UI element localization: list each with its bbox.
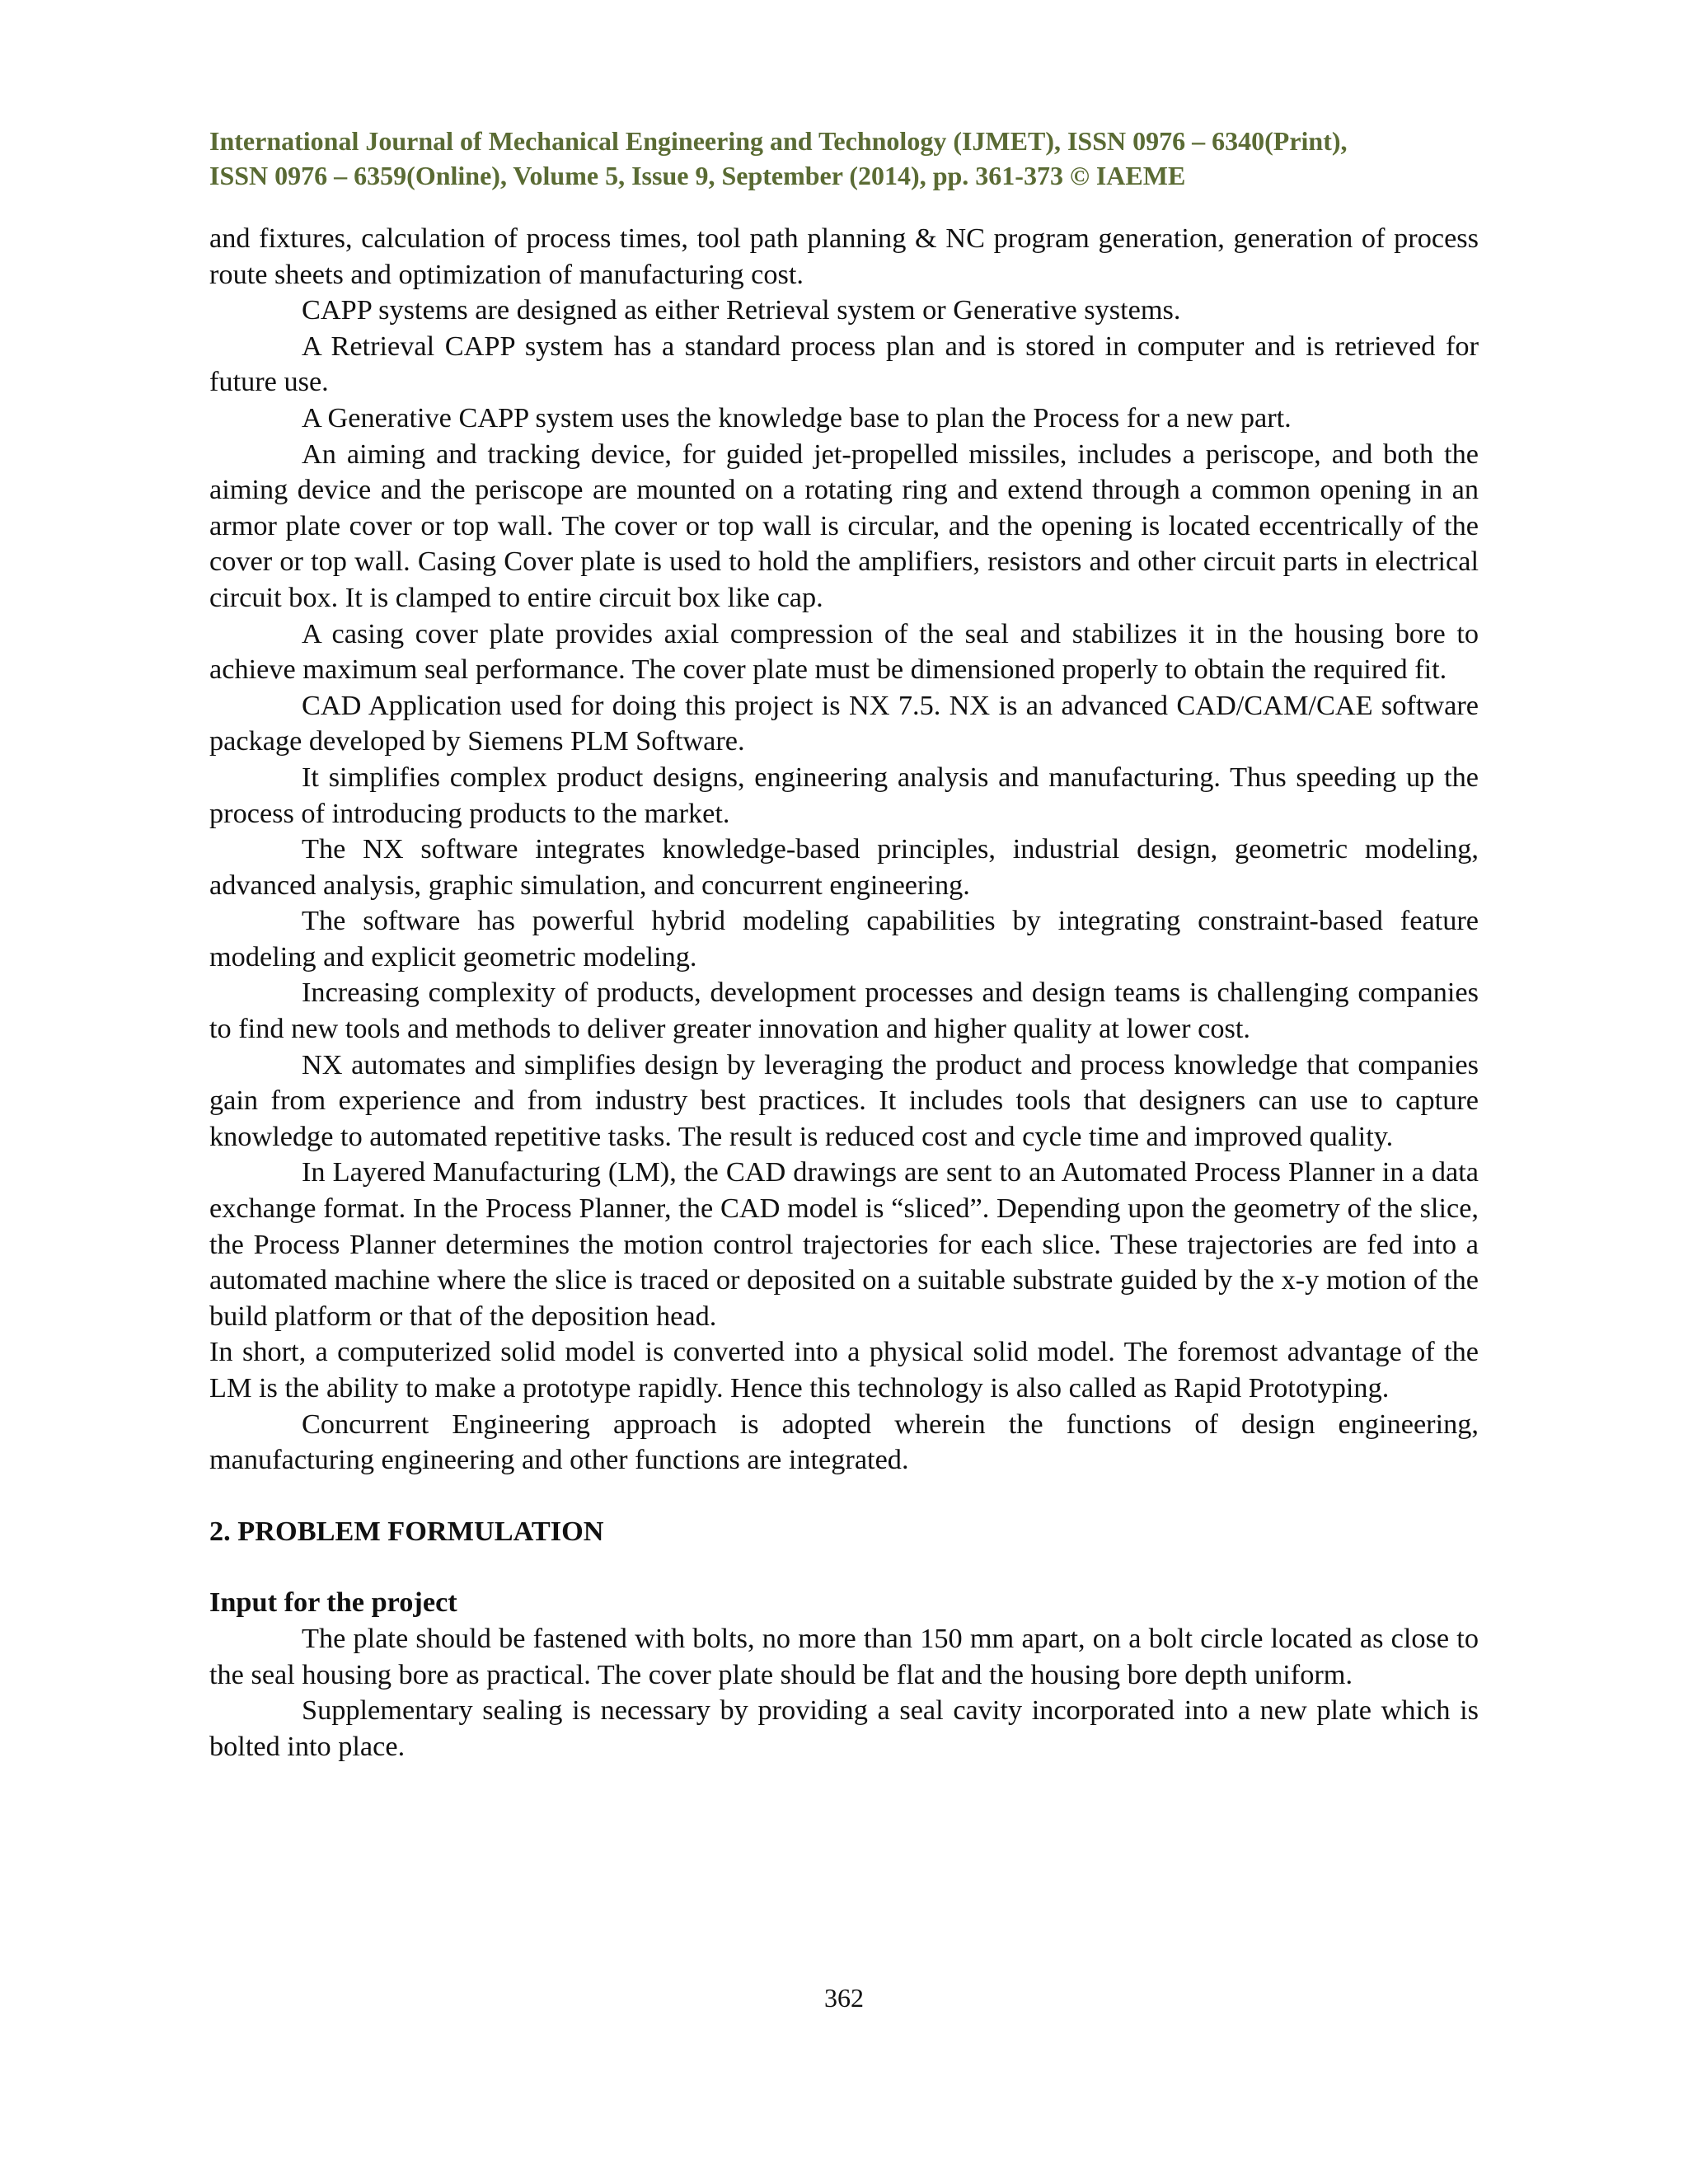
journal-header-line-2: ISSN 0976 – 6359(Online), Volume 5, Issue 9, September (2014), pp. 361-373 © IAEME (209, 161, 1186, 190)
subheading: Input for the project (209, 1586, 457, 1619)
journal-header-line-1: International Journal of Mechanical Engineering and Technology (IJMET), ISSN 0976 – 6340(Print), (209, 126, 1348, 156)
journal-header (209, 124, 1479, 193)
paragraph: The software has powerful hybrid modeling capabilities by integrating constraint-based feature modeling and explicit geometric modeling. (209, 905, 1479, 972)
paragraph: The NX software integrates knowledge-based principles, industrial design, geometric modeling, advanced analysis, graphic simulation, and concurrent engineering. (209, 833, 1479, 901)
paragraph: A Generative CAPP system uses the knowledge base to plan the Process for a new part. (302, 401, 1292, 434)
page-number: 362 (824, 1983, 864, 2013)
paragraph: Increasing complexity of products, development processes and design teams is challenging companies to find new tools and methods to deliver greater innovation and higher quality at lower cost. (209, 977, 1479, 1045)
article-body (209, 221, 1479, 1765)
paragraph: It simplifies complex product designs, engineering analysis and manufacturing. Thus speeding up the process of introducing products to the market. (209, 761, 1479, 829)
paragraph-continuation: and fixtures, calculation of process times, tool path planning & NC program generation, generation of process route sheets and optimization of manufacturing cost. (209, 223, 1479, 290)
paragraph: In Layered Manufacturing (LM), the CAD drawings are sent to an Automated Process Planner in a data exchange format. In the Process Planner, the CAD model is “sliced”. Depending upon the geometry of the slice, the Process Planner determines the motion control trajectories for each slice. These trajectories are fed into a automated machine where the slice is traced or deposited on a suitable substrate guided by the x-y motion of the build platform or that of the deposition head. (209, 1156, 1479, 1332)
paragraph: CAD Application used for doing this project is NX 7.5. NX is an advanced CAD/CAM/CAE software package developed by Siemens PLM Software. (209, 689, 1479, 757)
paragraph: An aiming and tracking device, for guided jet-propelled missiles, includes a periscope, and both the aiming device and the periscope are mounted on a rotating ring and extend through a common opening in an armor plate cover or top wall. The cover or top wall is circular, and the opening is located eccentrically of the cover or top wall. Casing Cover plate is used to hold the amplifiers, resistors and other circuit parts in electrical circuit box. It is clamped to entire circuit box like cap. (209, 438, 1479, 613)
section-heading: 2. PROBLEM FORMULATION (209, 1515, 604, 1547)
paragraph: A casing cover plate provides axial compression of the seal and stabilizes it in the housing bore to achieve maximum seal performance. The cover plate must be dimensioned properly to obtain the required fit. (209, 617, 1479, 686)
paragraph: Concurrent Engineering approach is adopted wherein the functions of design engineering, manufacturing engineering and other functions are integrated. (209, 1408, 1479, 1476)
paragraph: The plate should be fastened with bolts, no more than 150 mm apart, on a bolt circle located as close to the seal housing bore as practical. The cover plate should be flat and the housing bore depth uniform. (209, 1622, 1479, 1690)
paragraph: In short, a computerized solid model is converted into a physical solid model. The foremost advantage of the LM is the ability to make a prototype rapidly. Hence this technology is also called as Rapid Prototyping. (209, 1336, 1479, 1404)
paragraph: NX automates and simplifies design by leveraging the product and process knowledge that companies gain from experience and from industry best practices. It includes tools that designers can use to capture knowledge to automated repetitive tasks. The result is reduced cost and cycle time and improved quality. (209, 1048, 1479, 1152)
paragraph: Supplementary sealing is necessary by providing a seal cavity incorporated into a new plate which is bolted into place. (209, 1694, 1479, 1762)
paragraph: A Retrieval CAPP system has a standard process plan and is stored in computer and is retrieved for future use. (209, 330, 1479, 398)
paragraph: CAPP systems are designed as either Retrieval system or Generative systems. (302, 294, 1181, 326)
